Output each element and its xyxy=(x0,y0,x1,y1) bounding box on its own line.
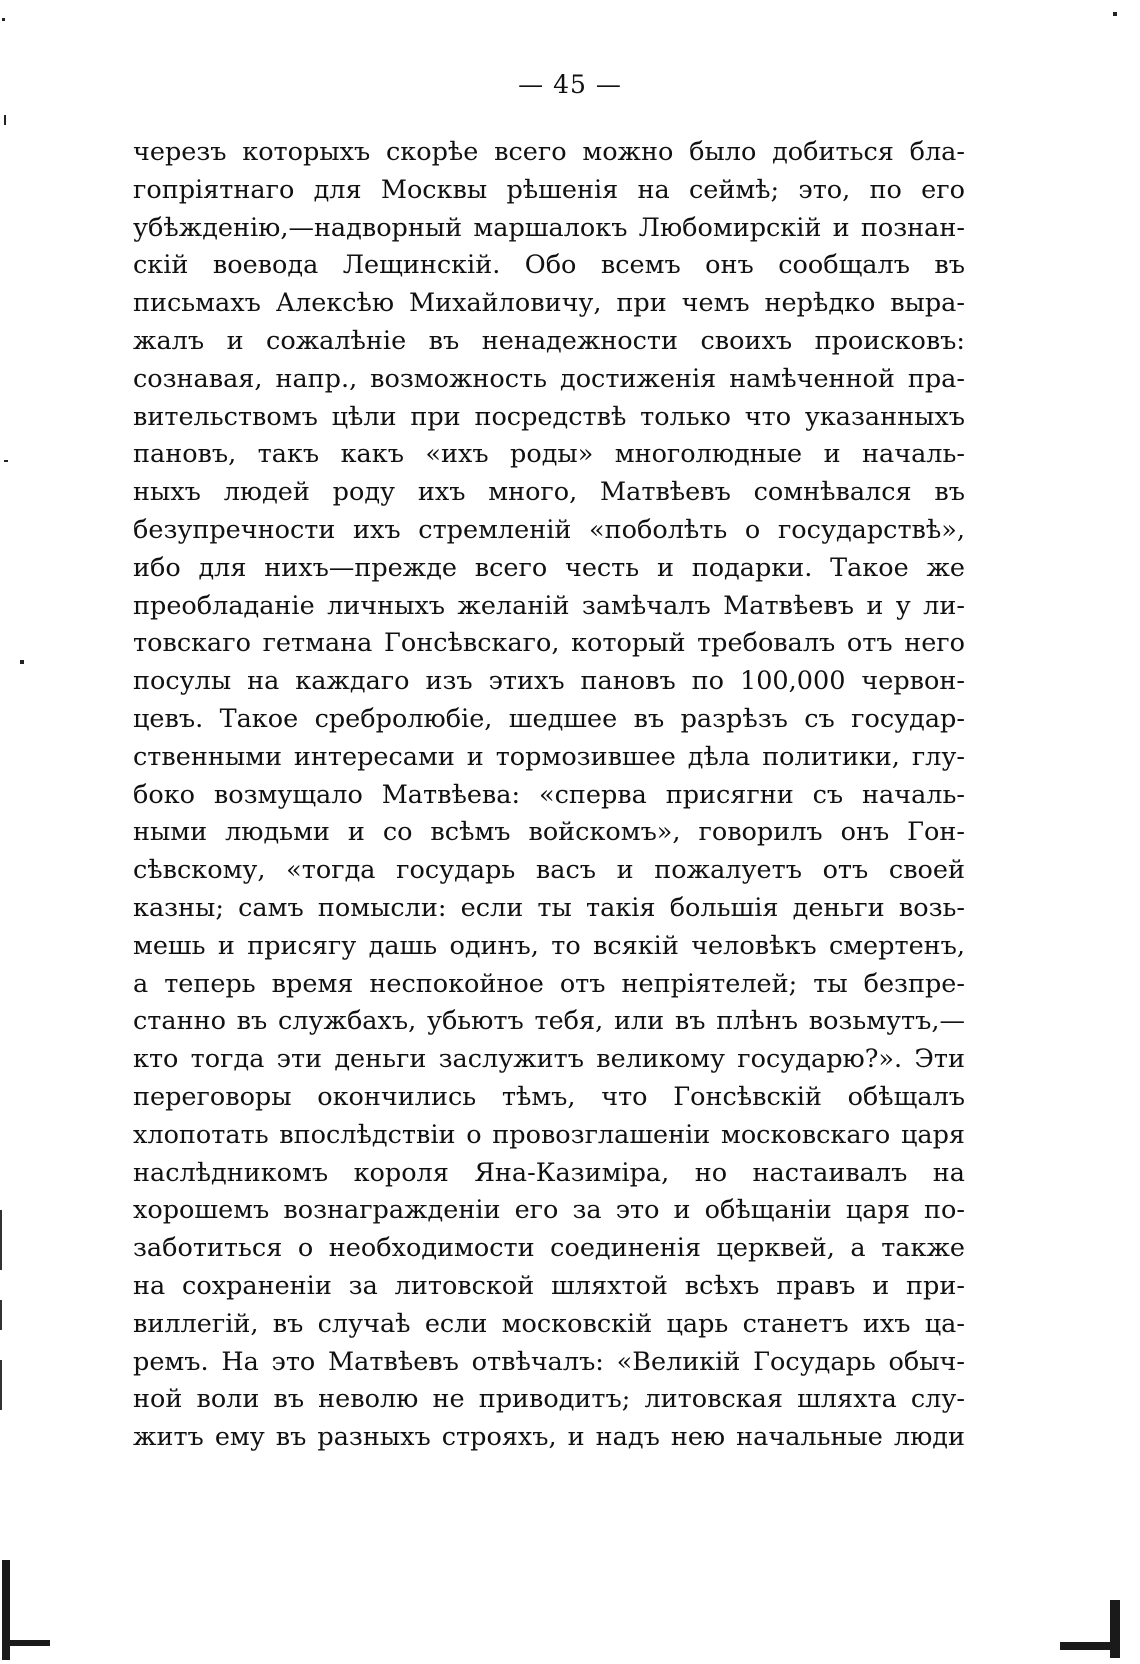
text-line: кто тогда эти деньги заслужитъ великому государю?». Эти xyxy=(133,1044,965,1075)
scan-speck xyxy=(20,660,24,664)
text-line: ной воли въ неволю не приводитъ; литовская шляхта слу- xyxy=(133,1384,965,1415)
text-line: сознавая, напр., возможность достиженія намѣченной пра- xyxy=(133,363,965,394)
scan-corner-smudge xyxy=(10,1640,50,1646)
scan-speck xyxy=(4,460,8,462)
text-line: хорошемъ вознагражденіи его за это и обѣщаніи царя по- xyxy=(133,1195,965,1226)
text-line: жалъ и сожалѣніе въ ненадежности своихъ происковъ: xyxy=(133,325,965,356)
text-line: на сохраненіи за литовской шляхтой всѣхъ правъ и при- xyxy=(133,1270,965,1301)
text-line: убѣжденію,—надворный маршалокъ Любомирскій и познан- xyxy=(133,212,965,243)
text-line: вительствомъ цѣли при посредствѣ только что указанныхъ xyxy=(133,401,965,432)
text-line: письмахъ Алексѣю Михайловичу, при чемъ нерѣдко выра- xyxy=(133,288,965,319)
text-line: станно въ службахъ, убьютъ тебя, или въ плѣнъ возьмутъ,— xyxy=(133,1006,965,1037)
text-line: виллегій, въ случаѣ если московскій царь станетъ ихъ ца- xyxy=(133,1308,965,1339)
text-line: скій воевода Лещинскій. Обо всемъ онъ сообщалъ въ xyxy=(133,250,965,281)
text-line: заботиться о необходимости соединенія церквей, а также xyxy=(133,1233,965,1264)
scan-speck xyxy=(1113,12,1117,16)
scan-speck xyxy=(4,115,6,125)
scan-corner-smudge xyxy=(2,1560,10,1660)
scan-edge-mark xyxy=(0,1300,2,1330)
text-line: сѣвскому, «тогда государь васъ и пожалуетъ отъ своей xyxy=(133,855,965,886)
scan-edge-mark xyxy=(0,1210,2,1270)
scan-speck xyxy=(2,18,5,21)
text-line: посулы на каждаго изъ этихъ пановъ по 100,000 червон- xyxy=(133,666,965,697)
text-line: мешь и присягу дашь одинъ, то всякій человѣкъ смертенъ, xyxy=(133,930,965,961)
text-line: наслѣдникомъ короля Яна-Казиміра, но настаивалъ на xyxy=(133,1157,965,1188)
text-line: ныхъ людей роду ихъ много, Матвѣевъ сомнѣвался въ xyxy=(133,477,965,508)
text-line: хлопотать впослѣдствіи о провозглашеніи московскаго царя xyxy=(133,1119,965,1150)
scan-edge-mark xyxy=(0,1360,2,1410)
text-line: ремъ. На это Матвѣевъ отвѣчалъ: «Великій Государь обыч- xyxy=(133,1346,965,1377)
text-line: черезъ которыхъ скорѣе всего можно было добиться бла- xyxy=(133,137,965,167)
text-line: ибо для нихъ—прежде всего честь и подарки. Такое же xyxy=(133,552,965,583)
text-line: житъ ему въ разныхъ строяхъ, и надъ нею начальные люди xyxy=(133,1422,965,1453)
text-line: цевъ. Такое сребролюбіе, шедшее въ разрѣзъ съ государ- xyxy=(133,703,965,734)
text-line: а теперь время неспокойное отъ непріятелей; ты безпре- xyxy=(133,968,965,999)
text-line: безупречности ихъ стремленій «поболѣть о государствѣ», xyxy=(133,514,965,545)
page-number: — 45 — xyxy=(518,70,622,99)
text-line: переговоры окончились тѣмъ, что Гонсѣвскій обѣщалъ xyxy=(133,1081,965,1112)
text-line: преобладаніе личныхъ желаній замѣчалъ Матвѣевъ и у ли- xyxy=(133,590,965,621)
text-line: ственными интересами и тормозившее дѣла политики, глу- xyxy=(133,741,965,772)
body-text xyxy=(133,134,965,1457)
text-line: казны; самъ помысли: если ты такія большія деньги возь- xyxy=(133,892,965,923)
text-line: товскаго гетмана Гонсѣвскаго, который требовалъ отъ него xyxy=(133,628,965,659)
text-line: пановъ, такъ какъ «ихъ роды» многолюдные и началь- xyxy=(133,439,965,470)
text-line: боко возмущало Матвѣева: «сперва присягни съ началь- xyxy=(133,779,965,810)
scan-corner-smudge xyxy=(1060,1642,1112,1650)
text-line: гопріятнаго для Москвы рѣшенія на сеймѣ; это, по его xyxy=(133,174,965,205)
text-line: ными людьми и со всѣмъ войскомъ», говорилъ онъ Гон- xyxy=(133,817,965,848)
